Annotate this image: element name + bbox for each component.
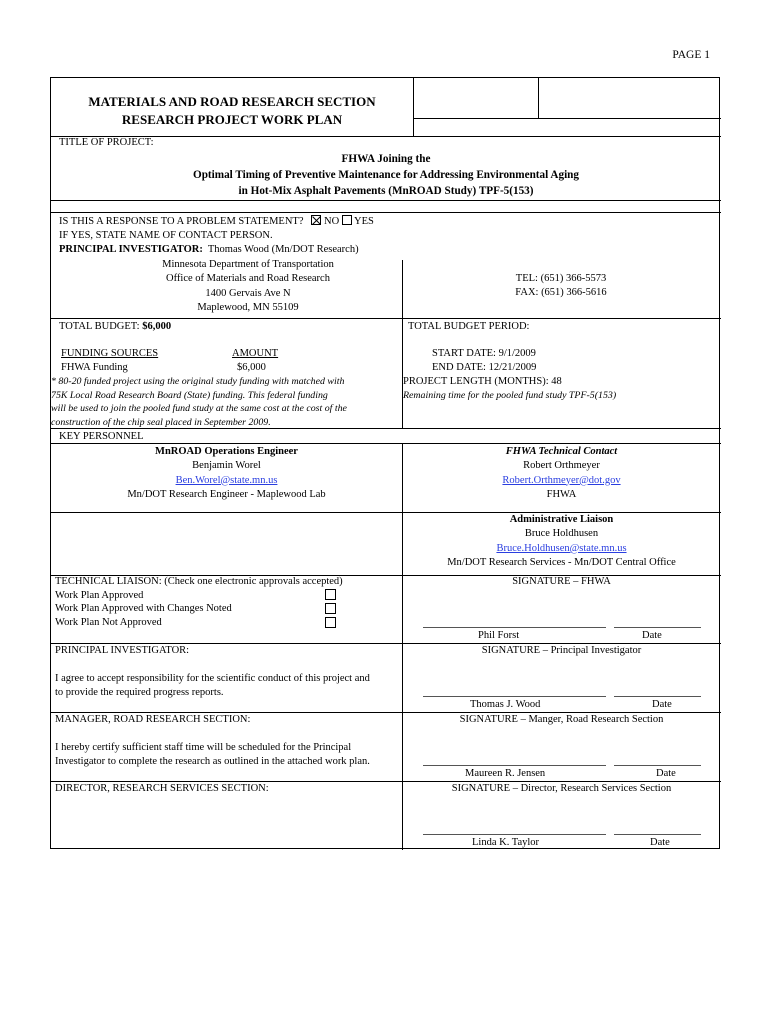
manager-text-1: I hereby certify sufficient staff time will be scheduled for the Principal — [55, 742, 352, 753]
form-heading — [51, 93, 413, 128]
budget-period-label: TOTAL BUDGET PERIOD: — [408, 321, 530, 332]
project-title-line-3: in Hot-Mix Asphalt Pavements (MnROAD Study) TPF-5(153) — [238, 185, 534, 198]
fhwa-contact-block — [402, 445, 721, 502]
ops-title: MnROAD Operations Engineer — [155, 446, 298, 457]
pi-office: Office of Materials and Road Research — [166, 273, 330, 285]
signature-fhwa-label: SIGNATURE – FHWA — [512, 576, 611, 587]
pi-label: PRINCIPAL INVESTIGATOR — [59, 244, 200, 255]
no-checkbox[interactable] — [311, 215, 321, 225]
director-date-label: Date — [650, 837, 670, 848]
signature-manager-label: SIGNATURE – Manger, Road Research Section — [459, 714, 664, 725]
project-length: PROJECT LENGTH (MONTHS): 48 — [403, 376, 562, 387]
pi-signature-line[interactable] — [423, 696, 606, 697]
manager-text-2: Investigator to complete the research as outlined in the attached work plan. — [55, 755, 370, 767]
tech-liaison-label: TECHNICAL LIAISON: (Check one electronic approvals accepted) — [55, 576, 343, 587]
amount-header: AMOUNT — [232, 348, 279, 359]
pi-date-label: Date — [652, 699, 672, 710]
heading-line-2: RESEARCH PROJECT WORK PLAN — [121, 111, 343, 127]
tech-liaison-block — [55, 575, 343, 630]
problem-question: IS THIS A RESPONSE TO A PROBLEM STATEMENT? — [59, 216, 304, 227]
pi-signer: Thomas J. Wood — [470, 699, 541, 710]
admin-title: Administrative Liaison — [509, 514, 614, 525]
funding-note-line-4: construction of the chip seal placed in September 2009. — [51, 416, 271, 428]
pi-org: Minnesota Department of Transportation — [162, 259, 334, 270]
signature-pi-label: SIGNATURE – Principal Investigator — [481, 645, 642, 656]
admin-liaison-block — [402, 513, 721, 570]
director-date-line[interactable] — [614, 834, 701, 835]
pi-approval-text — [55, 672, 370, 699]
approve-changes-checkbox[interactable] — [325, 603, 336, 614]
yes-checkbox[interactable] — [342, 215, 352, 225]
title-label: TITLE OF PROJECT: — [59, 137, 154, 148]
budget-value: $6,000 — [142, 321, 172, 332]
approve-option: Work Plan Approved — [55, 589, 144, 601]
admin-role: Mn/DOT Research Services - Mn/DOT Central Office — [447, 556, 676, 568]
funding-source: FHWA Funding — [61, 362, 128, 373]
director-label: DIRECTOR, RESEARCH SERVICES SECTION: — [55, 783, 269, 794]
project-title — [51, 151, 721, 200]
pi-row — [59, 243, 359, 257]
ops-name: Benjamin Worel — [192, 460, 261, 472]
fhwa-title: FHWA Technical Contact — [505, 446, 618, 457]
manager-label: MANAGER, ROAD RESEARCH SECTION: — [55, 714, 251, 725]
pi-date-line[interactable] — [614, 696, 701, 697]
heading-line-1: MATERIALS AND ROAD RESEARCH SECTION — [88, 94, 376, 109]
pi-address — [123, 258, 373, 315]
pi-colon: : — [199, 244, 203, 255]
fhwa-org: FHWA — [546, 488, 577, 500]
start-date: START DATE: 9/1/2009 — [432, 348, 536, 359]
no-label: NO — [324, 216, 340, 227]
fhwa-email-link[interactable]: Robert.Orthmeyer@dot.gov — [502, 474, 621, 486]
ops-role: Mn/DOT Research Engineer - Maplewood Lab — [127, 488, 326, 500]
project-title-line-1: FHWA Joining the — [341, 153, 431, 165]
pi-approval-label: PRINCIPAL INVESTIGATOR: — [55, 645, 190, 656]
funding-note-line-1: * 80-20 funded project using the original study funding with matched with — [51, 376, 345, 387]
signature-director-label: SIGNATURE – Director, Research Services Section — [451, 783, 672, 794]
ops-engineer-block — [51, 445, 402, 502]
admin-email-link[interactable]: Bruce.Holdhusen@state.mn.us — [496, 542, 627, 554]
fhwa-name: Robert Orthmeyer — [523, 460, 600, 472]
director-signature-line[interactable] — [423, 834, 606, 835]
remaining-time-note: Remaining time for the pooled fund study TPF-5(153) — [403, 390, 617, 401]
pi-name: Thomas Wood (Mn/DOT Research) — [207, 244, 359, 255]
approve-checkbox[interactable] — [325, 589, 336, 600]
not-approved-checkbox[interactable] — [325, 617, 336, 628]
key-personnel-label: KEY PERSONNEL — [59, 431, 144, 442]
not-approved-option: Work Plan Not Approved — [55, 616, 162, 628]
fhwa-date-line[interactable] — [614, 627, 701, 628]
director-signer: Linda K. Taylor — [472, 837, 540, 848]
funding-note — [51, 375, 402, 429]
project-title-line-2: Optimal Timing of Preventive Maintenance for Addressing Environmental Aging — [193, 169, 579, 182]
end-date: END DATE: 12/21/2009 — [432, 362, 537, 373]
problem-question-row — [59, 215, 374, 229]
fhwa-signer: Phil Forst — [478, 630, 520, 641]
pi-fax: FAX: (651) 366-5616 — [515, 287, 607, 299]
problem-followup: IF YES, STATE NAME OF CONTACT PERSON. — [59, 230, 273, 241]
manager-signature-line[interactable] — [423, 765, 606, 766]
pi-tel: TEL: (651) 366-5573 — [515, 273, 607, 284]
funding-amount: $6,000 — [237, 362, 266, 373]
fhwa-signature-line[interactable] — [423, 627, 606, 628]
budget-label: TOTAL BUDGET: — [59, 321, 140, 332]
page-number: PAGE 1 — [672, 49, 710, 61]
fhwa-date-label: Date — [642, 630, 662, 641]
pi-street: 1400 Gervais Ave N — [205, 287, 291, 299]
funding-sources-header: FUNDING SOURCES — [61, 348, 159, 359]
pi-approval-text-2: to provide the required progress reports. — [55, 686, 224, 698]
approve-changes-option: Work Plan Approved with Changes Noted — [55, 603, 232, 615]
work-plan-form — [50, 77, 720, 849]
manager-signer: Maureen R. Jensen — [465, 768, 546, 779]
ops-email-link[interactable]: Ben.Worel@state.mn.us — [175, 474, 278, 486]
pi-city: Maplewood, MN 55109 — [197, 301, 299, 313]
pi-approval-text-1: I agree to accept responsibility for the scientific conduct of this project and — [55, 673, 370, 684]
manager-text — [55, 741, 370, 768]
manager-date-label: Date — [656, 768, 676, 779]
admin-name: Bruce Holdhusen — [524, 528, 599, 540]
funding-note-line-3: will be used to join the pooled fund study at the same cost at the cost of the — [51, 403, 347, 415]
pi-contact — [461, 272, 661, 301]
funding-note-line-2: 75K Local Road Research Board (State) funding. This federal funding — [51, 389, 328, 401]
budget-row — [59, 320, 171, 334]
manager-date-line[interactable] — [614, 765, 701, 766]
yes-label: YES — [354, 216, 374, 227]
